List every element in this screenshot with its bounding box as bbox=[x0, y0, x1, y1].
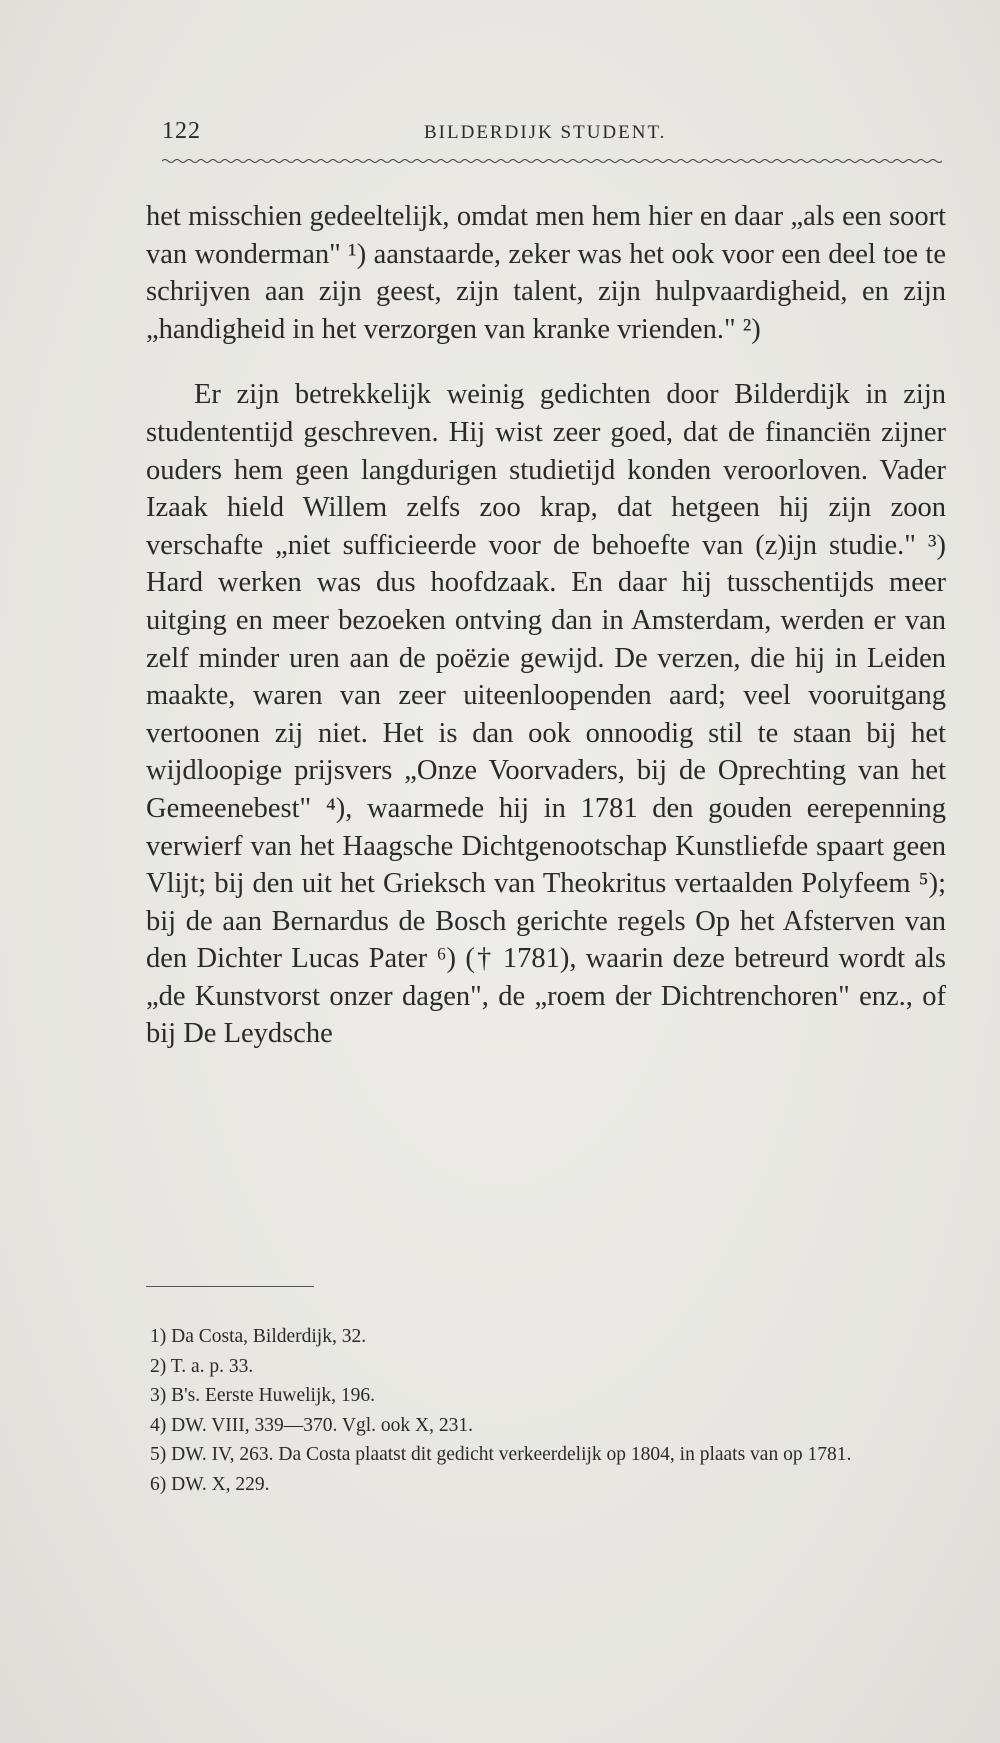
header-wave-rule bbox=[162, 156, 942, 166]
body-text bbox=[146, 198, 946, 1053]
paragraph-2: Er zijn betrekkelijk weinig gedichten door Bilderdijk in zijn studententijd geschreven. Hij wist zeer goed, dat de financiën zijner ouders hem geen langdurigen studietijd konden veroorloven. Vader Izaak hield Willem zelfs zoo krap, dat hetgeen hij zijn zoon verschafte „niet sufficieerde voor de behoefte van (z)ijn studie." ³) Hard werken was dus hoofdzaak. En daar hij tusschentijds meer uitging en meer bezoeken ontving dan in Amsterdam, werden er van zelf minder uren aan de poëzie gewijd. De verzen, die hij in Leiden maakte, waren van zeer uiteenloopenden aard; veel vooruitgang vertoonen zij niet. Het is dan ook onnoodig stil te staan bij het wijdloopige prijsvers „Onze Voorvaders, bij de Oprechting van het Gemeenebest" ⁴), waarmede hij in 1781 den gouden eerepenning verwierf van het Haagsche Dichtgenootschap Kunstliefde spaart geen Vlijt; bij den uit het Grieksch van Theokritus vertaalden Polyfeem ⁵); bij de aan Bernardus de Bosch gerichte regels Op het Afsterven van den Dichter Lucas Pater ⁶) († 1781), waarin deze betreurd wordt als „de Kunstvorst onzer dagen", de „roem der Dichtrenchoren" enz., of bij De Leydsche bbox=[146, 379, 946, 1050]
footnotes bbox=[150, 1322, 930, 1499]
footnote-2: 2) T. a. p. 33. bbox=[150, 1355, 254, 1377]
footnote-separator bbox=[146, 1286, 314, 1287]
running-head: BILDERDIJK STUDENT. bbox=[424, 122, 667, 143]
footnote-3: 3) B's. Eerste Huwelijk, 196. bbox=[150, 1385, 376, 1406]
footnote-1: 1) Da Costa, Bilderdijk, 32. bbox=[150, 1326, 367, 1347]
page-header bbox=[162, 114, 942, 148]
page-number: 122 bbox=[162, 118, 201, 144]
footnote-5: 5) DW. IV, 263. Da Costa plaatst dit gedicht verkeerdelijk op 1804, in plaats van op 1781. bbox=[150, 1444, 852, 1465]
footnote-4: 4) DW. VIII, 339—370. Vgl. ook X, 231. bbox=[150, 1414, 474, 1436]
paragraph-1: het misschien gedeeltelijk, omdat men hem hier en daar „als een soort van wonderman" ¹) aanstaarde, zeker was het ook voor een deel toe te schrijven aan zijn geest, zijn talent, zijn hulpvaardigheid, en zijn „handigheid in het verzorgen van kranke vrienden." ²) bbox=[146, 201, 946, 345]
footnote-6: 6) DW. X, 229. bbox=[150, 1473, 270, 1495]
